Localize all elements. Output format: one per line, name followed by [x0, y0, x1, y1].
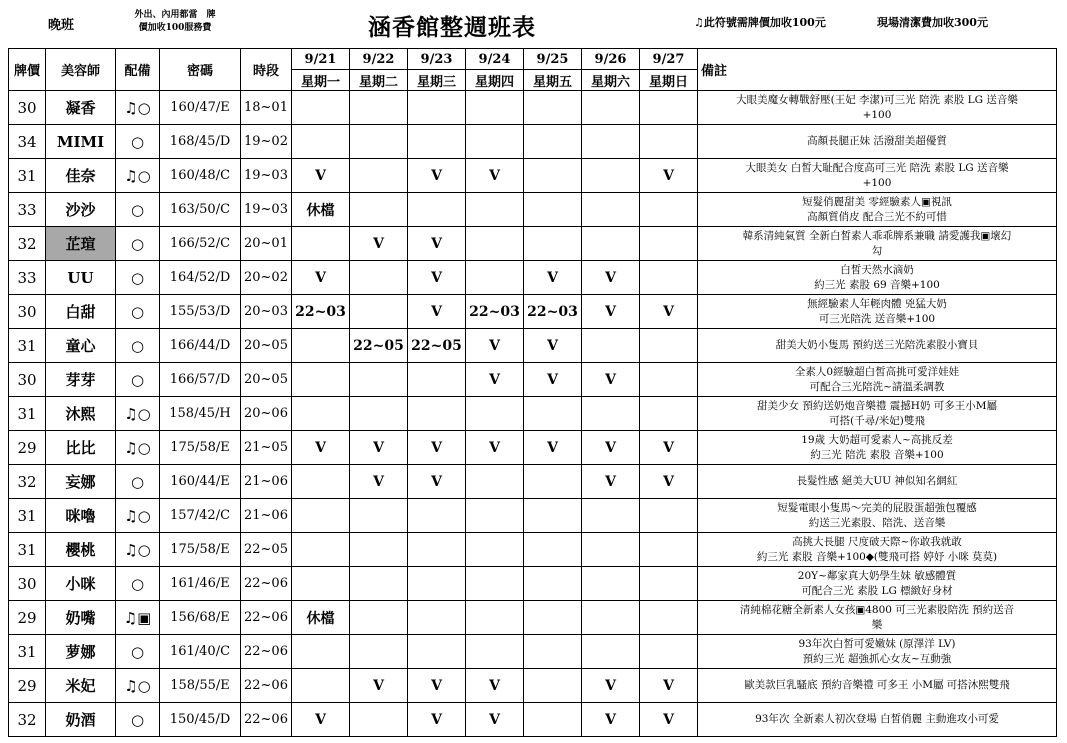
stylist-name-cell: 咪嚕: [46, 499, 116, 533]
code-cell: 166/44/D: [160, 329, 241, 363]
table-row: [9, 601, 1057, 635]
day-cell: V: [466, 669, 524, 703]
day-cell: V: [524, 261, 582, 295]
day-cell: V: [292, 159, 350, 193]
day-cell: [466, 465, 524, 499]
day-cell: [408, 567, 466, 601]
code-cell: 166/57/D: [160, 363, 241, 397]
code-cell: 157/42/C: [160, 499, 241, 533]
table-row: [9, 295, 1057, 329]
day-cell: [524, 635, 582, 669]
day-cell: [350, 601, 408, 635]
day-cell: [292, 465, 350, 499]
price-cell: 33: [9, 193, 46, 227]
time-slot-cell: 19~03: [241, 193, 292, 227]
day-cell: [582, 567, 640, 601]
price-cell: 30: [9, 91, 46, 125]
day-cell: [350, 397, 408, 431]
code-cell: 166/52/C: [160, 227, 241, 261]
service-fee-note-line1: 外出、內用都當 牌: [134, 10, 216, 20]
day-cell: [582, 193, 640, 227]
equipment-cell: ○: [116, 193, 160, 227]
table-row: [9, 125, 1057, 159]
header-weekday: 星期三: [408, 70, 466, 91]
day-cell: V: [582, 669, 640, 703]
equipment-cell: ♫○: [116, 533, 160, 567]
day-cell: V: [524, 431, 582, 465]
day-cell: V: [582, 295, 640, 329]
day-cell: V: [292, 703, 350, 737]
day-cell: [640, 499, 698, 533]
header-code: 密碼: [160, 49, 241, 91]
stylist-name-cell: 妄娜: [46, 465, 116, 499]
code-cell: 175/58/E: [160, 533, 241, 567]
equipment-cell: ○: [116, 703, 160, 737]
day-cell: V: [524, 363, 582, 397]
stylist-name-cell: 童心: [46, 329, 116, 363]
day-cell: [350, 159, 408, 193]
day-cell: [582, 499, 640, 533]
table-row: [9, 261, 1057, 295]
day-cell: [524, 397, 582, 431]
day-cell: 22~03: [466, 295, 524, 329]
stylist-name-cell: UU: [46, 261, 116, 295]
day-cell: V: [640, 431, 698, 465]
day-cell: V: [408, 159, 466, 193]
table-row: [9, 567, 1057, 601]
header-weekday: 星期日: [640, 70, 698, 91]
table-row: [9, 499, 1057, 533]
remarks-cell: 高挑大長腿 尺度破天際~你敢我就敢 約三光 素股 音樂+100◆(雙飛可搭 婷妤 小咪 莫莫): [698, 533, 1057, 567]
stylist-name-cell: 比比: [46, 431, 116, 465]
time-slot-cell: 19~02: [241, 125, 292, 159]
price-cell: 33: [9, 261, 46, 295]
header-weekday: 星期五: [524, 70, 582, 91]
remarks-cell: 歐美款巨乳騷底 預約音樂禮 可多王 小M屬 可搭沐熙雙飛: [698, 669, 1057, 703]
day-cell: [524, 499, 582, 533]
day-cell: V: [466, 703, 524, 737]
table-row: [9, 431, 1057, 465]
remarks-cell: 19歲 大奶超可愛素人~高挑反差 約三光 陪洗 素股 音樂+100: [698, 431, 1057, 465]
time-slot-cell: 19~03: [241, 159, 292, 193]
day-cell: [582, 635, 640, 669]
remarks-cell: 長髮性感 絕美大UU 神似知名網紅: [698, 465, 1057, 499]
price-cell: 32: [9, 703, 46, 737]
stylist-name-cell: 奶嘴: [46, 601, 116, 635]
day-cell: [582, 397, 640, 431]
header-weekday: 星期二: [350, 70, 408, 91]
day-cell: [350, 91, 408, 125]
day-cell: [408, 363, 466, 397]
time-slot-cell: 22~06: [241, 635, 292, 669]
remarks-cell: 大眼美女 白皙大耻配合度高可三光 陪洗 素股 LG 送音樂 +100: [698, 159, 1057, 193]
day-cell: V: [466, 159, 524, 193]
day-cell: [466, 261, 524, 295]
price-cell: 31: [9, 533, 46, 567]
price-cell: 34: [9, 125, 46, 159]
price-cell: 29: [9, 431, 46, 465]
code-cell: 175/58/E: [160, 431, 241, 465]
day-cell: [466, 397, 524, 431]
day-cell: [524, 125, 582, 159]
music-surcharge-note: ♫此符號需牌價加收100元: [694, 16, 826, 29]
header-time: 時段: [241, 49, 292, 91]
cleaning-fee-note: 現場清潔費加收300元: [877, 16, 988, 29]
code-cell: 150/45/D: [160, 703, 241, 737]
price-cell: 32: [9, 227, 46, 261]
day-cell: V: [350, 465, 408, 499]
time-slot-cell: 22~05: [241, 533, 292, 567]
day-cell: [524, 567, 582, 601]
day-cell: [292, 635, 350, 669]
table-row: [9, 227, 1057, 261]
remarks-cell: 93年次 全新素人初次登場 白皙俏麗 主動進攻小可愛: [698, 703, 1057, 737]
day-cell: [408, 533, 466, 567]
time-slot-cell: 18~01: [241, 91, 292, 125]
code-cell: 158/55/E: [160, 669, 241, 703]
day-cell: [350, 533, 408, 567]
day-cell: [466, 227, 524, 261]
day-cell: [582, 125, 640, 159]
price-cell: 31: [9, 159, 46, 193]
day-cell: V: [466, 431, 524, 465]
day-cell: [350, 125, 408, 159]
remarks-cell: 白皙天然水滴奶 約三光 素股 69 音樂+100: [698, 261, 1057, 295]
day-cell: V: [582, 431, 640, 465]
day-cell: [524, 465, 582, 499]
day-cell: V: [640, 669, 698, 703]
code-cell: 161/40/C: [160, 635, 241, 669]
day-cell: [466, 193, 524, 227]
day-cell: V: [408, 703, 466, 737]
day-cell: [350, 261, 408, 295]
day-cell: V: [582, 261, 640, 295]
time-slot-cell: 21~05: [241, 431, 292, 465]
stylist-name-cell: MIMI: [46, 125, 116, 159]
day-cell: [582, 159, 640, 193]
day-cell: V: [292, 431, 350, 465]
day-cell: 休檔: [292, 193, 350, 227]
code-cell: 160/48/C: [160, 159, 241, 193]
code-cell: 155/53/D: [160, 295, 241, 329]
day-cell: [292, 125, 350, 159]
day-cell: [640, 567, 698, 601]
table-row: [9, 703, 1057, 737]
day-cell: [524, 669, 582, 703]
header-weekday: 星期六: [582, 70, 640, 91]
day-cell: [292, 499, 350, 533]
code-cell: 160/44/E: [160, 465, 241, 499]
header-date: 9/25: [524, 49, 582, 70]
stylist-name-cell: 米妃: [46, 669, 116, 703]
day-cell: V: [350, 227, 408, 261]
time-slot-cell: 20~03: [241, 295, 292, 329]
day-cell: [640, 635, 698, 669]
stylist-name-cell: 奶酒: [46, 703, 116, 737]
day-cell: [292, 567, 350, 601]
code-cell: 156/68/E: [160, 601, 241, 635]
shift-label: 晚班: [48, 18, 75, 33]
day-cell: [582, 533, 640, 567]
day-cell: V: [466, 363, 524, 397]
day-cell: [350, 363, 408, 397]
day-cell: V: [408, 669, 466, 703]
day-cell: [466, 601, 524, 635]
equipment-cell: ○: [116, 465, 160, 499]
day-cell: 22~05: [350, 329, 408, 363]
day-cell: [582, 601, 640, 635]
table-row: [9, 91, 1057, 125]
stylist-name-cell: 凝香: [46, 91, 116, 125]
day-cell: [640, 91, 698, 125]
day-cell: [408, 635, 466, 669]
day-cell: [466, 499, 524, 533]
day-cell: [292, 397, 350, 431]
table-row: [9, 329, 1057, 363]
code-cell: 161/46/E: [160, 567, 241, 601]
day-cell: V: [582, 703, 640, 737]
day-cell: [408, 193, 466, 227]
day-cell: [640, 261, 698, 295]
time-slot-cell: 20~01: [241, 227, 292, 261]
service-fee-note: [120, 9, 230, 35]
equipment-cell: ○: [116, 227, 160, 261]
header-date: 9/22: [350, 49, 408, 70]
header-price: 牌價: [9, 49, 46, 91]
service-fee-note-line2: 價加收100服務費: [138, 23, 212, 33]
day-cell: [640, 329, 698, 363]
table-row: [9, 397, 1057, 431]
time-slot-cell: 20~05: [241, 363, 292, 397]
day-cell: [466, 533, 524, 567]
day-cell: [350, 567, 408, 601]
price-cell: 31: [9, 635, 46, 669]
day-cell: V: [408, 261, 466, 295]
remarks-cell: 短髮俏麗甜美 零經驗素人▣視訊 高顏質俏皮 配合三光不約可惜: [698, 193, 1057, 227]
stylist-name-cell: 櫻桃: [46, 533, 116, 567]
header-weekday: 星期一: [292, 70, 350, 91]
day-cell: V: [524, 329, 582, 363]
stylist-name-cell: 沙沙: [46, 193, 116, 227]
day-cell: [524, 227, 582, 261]
day-cell: [408, 397, 466, 431]
code-cell: 164/52/D: [160, 261, 241, 295]
day-cell: V: [408, 465, 466, 499]
day-cell: [582, 91, 640, 125]
day-cell: [524, 159, 582, 193]
remarks-cell: 無經驗素人年輕肉體 兇猛大奶 可三光陪洗 送音樂+100: [698, 295, 1057, 329]
day-cell: [466, 567, 524, 601]
day-cell: [350, 499, 408, 533]
stylist-name-cell: 佳奈: [46, 159, 116, 193]
header-date: 9/27: [640, 49, 698, 70]
day-cell: [350, 295, 408, 329]
equipment-cell: ○: [116, 295, 160, 329]
equipment-cell: ♫○: [116, 669, 160, 703]
time-slot-cell: 22~06: [241, 567, 292, 601]
code-cell: 158/45/H: [160, 397, 241, 431]
day-cell: [640, 125, 698, 159]
remarks-cell: 93年次白皙可愛嫩妹 (原澤洋 LV) 預約三光 超強抓心女友~互動強: [698, 635, 1057, 669]
time-slot-cell: 21~06: [241, 499, 292, 533]
price-cell: 32: [9, 465, 46, 499]
remarks-cell: 甜美大奶小隻馬 預約送三光陪洗素股小寶貝: [698, 329, 1057, 363]
table-row: [9, 533, 1057, 567]
day-cell: V: [408, 227, 466, 261]
time-slot-cell: 22~06: [241, 669, 292, 703]
equipment-cell: ○: [116, 635, 160, 669]
equipment-cell: ○: [116, 567, 160, 601]
day-cell: [582, 227, 640, 261]
equipment-cell: ♫○: [116, 397, 160, 431]
day-cell: [524, 533, 582, 567]
day-cell: V: [408, 295, 466, 329]
table-row: [9, 159, 1057, 193]
remarks-cell: 甜美少女 預約送奶炮音樂禮 震撼H奶 可多王小M屬 可搭(千尋/米妃)雙飛: [698, 397, 1057, 431]
header-stylist: 美容師: [46, 49, 116, 91]
day-cell: [350, 635, 408, 669]
header-date: 9/23: [408, 49, 466, 70]
header-date: 9/24: [466, 49, 524, 70]
day-cell: [466, 635, 524, 669]
time-slot-cell: 22~06: [241, 601, 292, 635]
day-cell: [292, 91, 350, 125]
remarks-cell: 20Y~鄰家真大奶學生妹 敏感體質 可配合三光 素股 LG 標緻好身材: [698, 567, 1057, 601]
day-cell: 22~03: [524, 295, 582, 329]
equipment-cell: ♫○: [116, 91, 160, 125]
day-cell: [292, 227, 350, 261]
stylist-name-cell: 沐熙: [46, 397, 116, 431]
equipment-cell: ♫○: [116, 159, 160, 193]
price-cell: 30: [9, 363, 46, 397]
day-cell: V: [292, 261, 350, 295]
day-cell: [524, 193, 582, 227]
day-cell: [524, 601, 582, 635]
day-cell: [408, 91, 466, 125]
schedule-table: [8, 48, 1057, 737]
table-row: [9, 193, 1057, 227]
day-cell: [350, 703, 408, 737]
day-cell: [640, 533, 698, 567]
day-cell: V: [640, 465, 698, 499]
price-cell: 29: [9, 669, 46, 703]
day-cell: V: [350, 431, 408, 465]
day-cell: [466, 125, 524, 159]
day-cell: 22~03: [292, 295, 350, 329]
day-cell: V: [582, 465, 640, 499]
code-cell: 160/47/E: [160, 91, 241, 125]
day-cell: [292, 329, 350, 363]
equipment-cell: ○: [116, 125, 160, 159]
day-cell: V: [640, 703, 698, 737]
code-cell: 163/50/C: [160, 193, 241, 227]
remarks-cell: 韓系清純氣質 全新白皙素人乖乖牌系兼職 請愛護我▣壞幻 勾: [698, 227, 1057, 261]
header-date: 9/26: [582, 49, 640, 70]
stylist-name-cell: 芷瑄: [46, 227, 116, 261]
remarks-cell: 高顏長腿正妹 活潑甜美超優質: [698, 125, 1057, 159]
stylist-name-cell: 萝娜: [46, 635, 116, 669]
day-cell: [408, 601, 466, 635]
day-cell: [524, 703, 582, 737]
day-cell: V: [640, 295, 698, 329]
day-cell: V: [350, 669, 408, 703]
time-slot-cell: 22~06: [241, 703, 292, 737]
header-weekday: 星期四: [466, 70, 524, 91]
day-cell: V: [582, 363, 640, 397]
time-slot-cell: 20~05: [241, 329, 292, 363]
day-cell: [640, 363, 698, 397]
time-slot-cell: 21~06: [241, 465, 292, 499]
day-cell: V: [466, 329, 524, 363]
day-cell: V: [408, 431, 466, 465]
day-cell: [350, 193, 408, 227]
stylist-name-cell: 白甜: [46, 295, 116, 329]
schedule-body: [9, 91, 1057, 737]
price-cell: 31: [9, 499, 46, 533]
equipment-cell: ♫○: [116, 499, 160, 533]
table-row: [9, 363, 1057, 397]
stylist-name-cell: 芽芽: [46, 363, 116, 397]
equipment-cell: ○: [116, 261, 160, 295]
equipment-cell: ○: [116, 363, 160, 397]
day-cell: [466, 91, 524, 125]
remarks-cell: 清純棉花糖全新素人女孩▣4800 可三光素股陪洗 預約送音 樂: [698, 601, 1057, 635]
day-cell: 22~05: [408, 329, 466, 363]
day-cell: [640, 601, 698, 635]
price-cell: 29: [9, 601, 46, 635]
header-date: 9/21: [292, 49, 350, 70]
price-cell: 31: [9, 397, 46, 431]
table-row: [9, 465, 1057, 499]
price-cell: 31: [9, 329, 46, 363]
page-title: 涵香館整週班表: [368, 14, 536, 41]
day-cell: [582, 329, 640, 363]
equipment-cell: ♫○: [116, 431, 160, 465]
price-cell: 30: [9, 567, 46, 601]
time-slot-cell: 20~06: [241, 397, 292, 431]
code-cell: 168/45/D: [160, 125, 241, 159]
table-row: [9, 669, 1057, 703]
day-cell: [292, 363, 350, 397]
price-cell: 30: [9, 295, 46, 329]
day-cell: [640, 193, 698, 227]
day-cell: 休檔: [292, 601, 350, 635]
day-cell: [292, 533, 350, 567]
day-cell: [524, 91, 582, 125]
day-cell: V: [640, 159, 698, 193]
header-equipment: 配備: [116, 49, 160, 91]
day-cell: [640, 227, 698, 261]
day-cell: [292, 669, 350, 703]
table-row: [9, 635, 1057, 669]
remarks-cell: 短髮電眼小隻馬～完美的屁股蛋超強包覆感 約送三光素股、陪洗、送音樂: [698, 499, 1057, 533]
stylist-name-cell: 小咪: [46, 567, 116, 601]
day-cell: [640, 397, 698, 431]
remarks-cell: 全素人0經驗超白皙高挑可愛洋娃娃 可配合三光陪洗~請溫柔調教: [698, 363, 1057, 397]
equipment-cell: ○: [116, 329, 160, 363]
day-cell: [408, 125, 466, 159]
remarks-cell: 大眼美魔女轉戰舒壓(王妃 李潔)可三光 陪洗 素股 LG 送音樂 +100: [698, 91, 1057, 125]
header-remarks: 備註: [698, 49, 1057, 91]
time-slot-cell: 20~02: [241, 261, 292, 295]
equipment-cell: ♫▣: [116, 601, 160, 635]
day-cell: [408, 499, 466, 533]
